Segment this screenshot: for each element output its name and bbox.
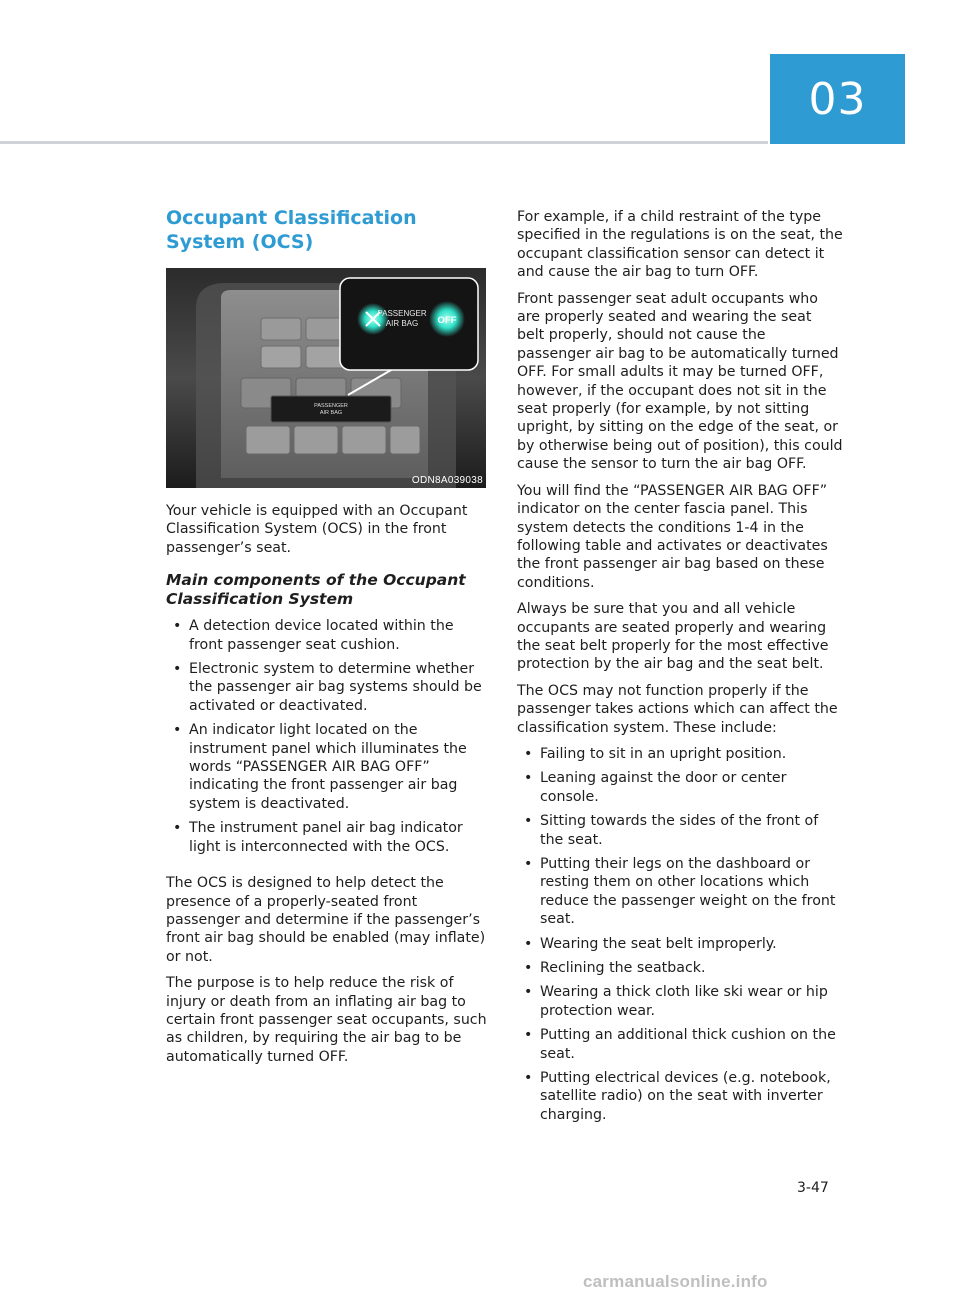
list-item: • Putting an additional thick cushion on the seat. — [524, 1027, 836, 1062]
list-item: • Putting their legs on the dashboard or resting them on other locations which reduce the passenger weight on the front seat. — [524, 856, 836, 928]
footer-watermark: carmanualsonline.info — [583, 1272, 768, 1291]
right-column — [517, 208, 843, 1142]
paragraph: The purpose is to help reduce the risk of injury or death from an inflating air bag to certain front passenger seat occupants, such as children, by requiring the air bag to be automatically turned OFF. — [166, 975, 487, 1065]
list-item: • Sitting towards the sides of the front of the seat. — [524, 813, 819, 848]
list-item: • Electronic system to determine whether the passenger air bag systems should be activated or deactivated. — [173, 661, 482, 714]
paragraph: The OCS is designed to help detect the presence of a properly-seated front passenger and determine if the passenger’s front air bag should be enabled (may inflate) or not. — [166, 875, 486, 965]
ocs-indicator-figure — [166, 268, 486, 488]
intro-paragraph: Your vehicle is equipped with an Occupant Classification System (OCS) in the front passenger’s seat. — [166, 503, 468, 556]
left-column — [166, 206, 488, 1074]
page-number: 3-47 — [797, 1180, 829, 1196]
section-title: Occupant Classification System (OCS) — [166, 207, 417, 253]
list-item: • Reclining the seatback. — [524, 960, 706, 977]
panel-label-line1: PASSENGER — [314, 403, 348, 409]
list-item: • The instrument panel air bag indicator light is interconnected with the OCS. — [173, 820, 463, 855]
list-item: • Failing to sit in an upright position. — [524, 745, 787, 762]
header-rule — [0, 141, 768, 144]
overhead-console-illustration — [166, 268, 486, 488]
components-heading: Main components of the Occupant Classification System — [166, 571, 466, 609]
callout-label-line1: PASSENGER — [377, 309, 427, 318]
list-item: • Wearing the seat belt improperly. — [524, 935, 777, 952]
list-item: • Wearing a thick cloth like ski wear or hip protection wear. — [524, 984, 828, 1019]
list-item: • A detection device located within the front passenger seat cushion. — [173, 618, 454, 653]
components-list — [166, 617, 488, 856]
callout-off-label: OFF — [437, 315, 457, 326]
conditions-list — [517, 745, 843, 1124]
callout-label-line2: AIR BAG — [385, 319, 419, 328]
list-item: • Leaning against the door or center console. — [524, 770, 787, 805]
paragraph: Front passenger seat adult occupants who are properly seated and wearing the seat belt properly, should not cause the passenger air bag to be automatically turned OFF. For small adults it may be turned OFF, however, if the occupant does not sit in the seat properly (for example, by not sitting upright, by sitting on the edge of the seat, or by otherwise being out of position), this could cause the sensor to turn the air bag OFF. — [517, 290, 843, 473]
paragraph: You will find the “PASSENGER AIR BAG OFF” indicator on the center fascia panel. This system detects the conditions 1-4 in the following table and activates or deactivates the front passenger air bag based on these conditions. — [517, 482, 828, 591]
paragraph: For example, if a child restraint of the type specified in the regulations is on the seat, the occupant classification sensor can detect it and cause the air bag to turn OFF. — [517, 209, 843, 281]
panel-label-line2: AIR BAG — [319, 410, 343, 416]
figure-code: ODN8A039038 — [411, 475, 483, 486]
list-item: • Putting electrical devices (e.g. notebook, satellite radio) on the seat with inverter charging. — [524, 1070, 831, 1123]
chapter-tab: 03 — [770, 54, 905, 144]
paragraph: Always be sure that you and all vehicle occupants are seated properly and wearing the seat belt properly for the most effective protection by the air bag and the seat belt. — [517, 601, 829, 673]
list-item: • An indicator light located on the instrument panel which illuminates the words “PASSENGER AIR BAG OFF” indicating the front passenger air bag system is deactivated. — [173, 722, 467, 812]
paragraph: The OCS may not function properly if the passenger takes actions which can affect the classification system. These include: — [517, 682, 838, 736]
